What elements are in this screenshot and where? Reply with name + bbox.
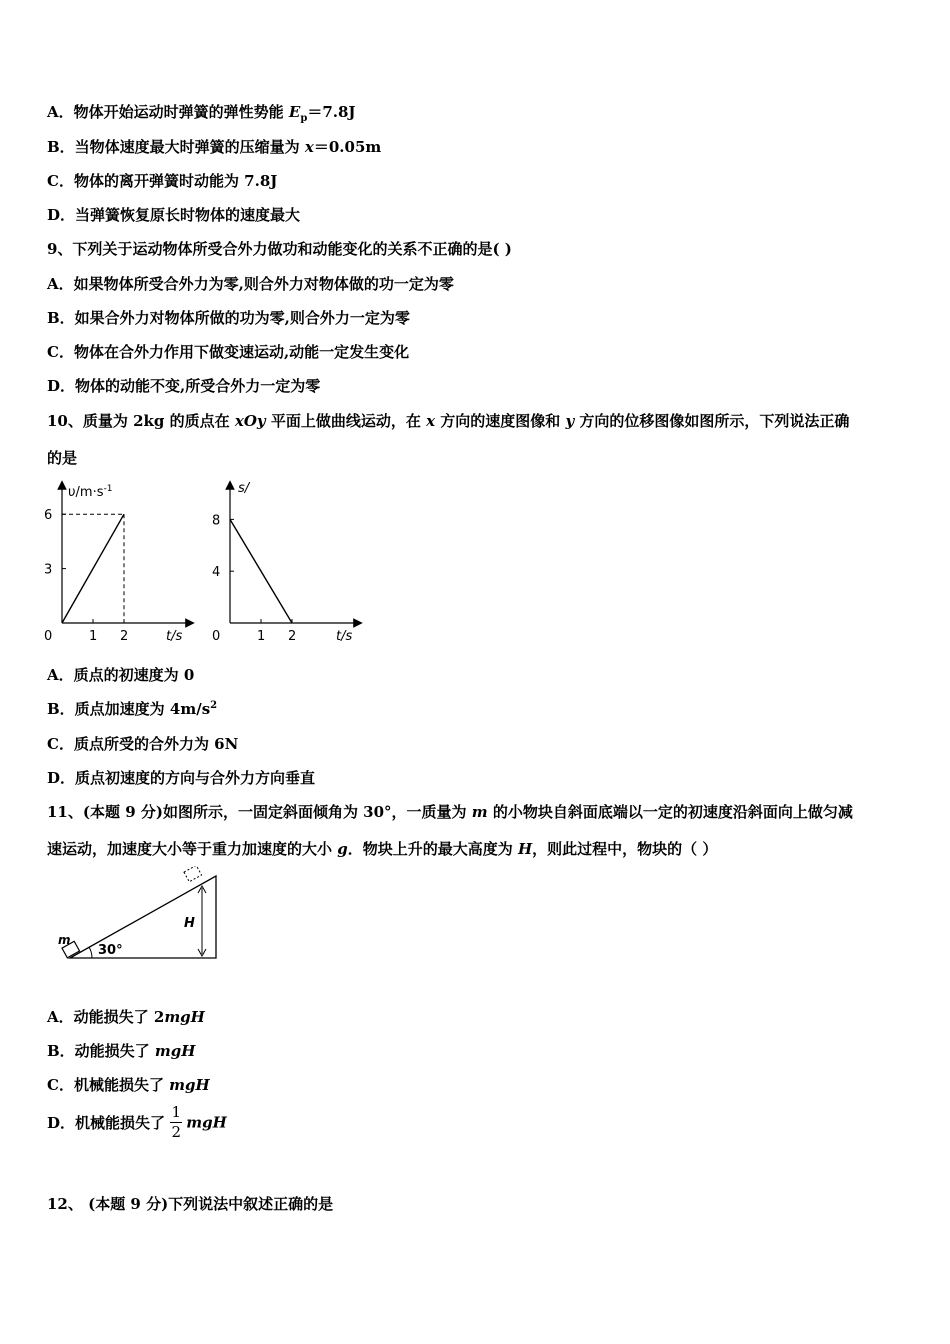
v-graph-xlabel: t/s xyxy=(166,629,183,644)
q8-option-d: D．当弹簧恢复原长时物体的速度最大 xyxy=(47,206,301,224)
v-graph-series-line xyxy=(62,514,124,623)
incline-figure xyxy=(52,866,227,970)
q9-stem: 9、下列关于运动物体所受合外力做功和动能变化的关系不正确的是( ) xyxy=(47,240,512,258)
q10-option-c: C．质点所受的合外力为 6N xyxy=(47,735,239,753)
q11-option-c: C．机械能损失了 mgH xyxy=(47,1076,210,1094)
mass-label: m xyxy=(58,933,71,947)
velocity-time-graph xyxy=(40,475,200,650)
s-graph-series-line xyxy=(230,519,292,623)
q10-option-d: D．质点初速度的方向与合外力方向垂直 xyxy=(47,769,316,787)
s-graph-ytick-8: 8 xyxy=(212,513,221,529)
fraction-one-half: $\frac{1}{2}$ xyxy=(171,1103,182,1141)
displacement-time-graph xyxy=(208,475,368,650)
block-top xyxy=(184,866,202,882)
angle-arc xyxy=(89,947,92,958)
q10-option-b: B．质点加速度为 $4m/s^2$ xyxy=(47,700,218,718)
q9-option-c: C．物体在合外力作用下做变速运动,动能一定发生变化 xyxy=(47,343,410,361)
q10-option-a: A．质点的初速度为 0 xyxy=(47,666,195,684)
q11-stem: 11、(本题 9 分)如图所示，一固定斜面倾角为 30°，一质量为 m 的小物块自斜面底端以一定的初速度沿斜面向上做匀减 xyxy=(47,803,853,821)
s-graph-xtick-1: 1 xyxy=(257,629,266,644)
s-graph-xlabel: t/s xyxy=(336,629,353,644)
q12-stem: 12、 (本题 9 分)下列说法中叙述正确的是 xyxy=(47,1195,334,1213)
q10-stem: 10、质量为 2kg 的质点在 xOy 平面上做曲线运动，在 x 方向的速度图像和 y 方向的位移图像如图所示，下列说法正确 xyxy=(47,412,850,430)
v-graph-xtick-0: 0 xyxy=(44,629,53,644)
s-graph-ytick-4: 4 xyxy=(212,565,221,581)
q8-option-c: C．物体的离开弹簧时动能为 7.8J xyxy=(47,172,278,190)
s-graph-xtick-0: 0 xyxy=(212,629,221,644)
q10-stem-cont: 的是 xyxy=(47,449,78,467)
s-graph-ylabel: s/ xyxy=(238,481,250,496)
q11-stem-cont: 速运动，加速度大小等于重力加速度的大小 g．物块上升的最大高度为 H，则此过程中，物块的（ ） xyxy=(47,840,718,858)
height-label: H xyxy=(184,916,195,931)
q8-option-a: A．物体开始运动时弹簧的弹性势能 $E_p=7.8J$ xyxy=(47,103,356,124)
q9-option-d: D．物体的动能不变,所受合外力一定为零 xyxy=(47,377,321,395)
v-graph-xtick-1: 1 xyxy=(89,629,98,644)
q8-option-b: B．当物体速度最大时弹簧的压缩量为 x＝0.05m xyxy=(47,138,382,156)
q11-option-b: B．动能损失了 mgH xyxy=(47,1042,196,1060)
angle-label: 30° xyxy=(98,943,123,958)
v-graph-xtick-2: 2 xyxy=(120,629,129,644)
v-graph-ytick-6: 6 xyxy=(44,508,53,524)
q9-option-a: A．如果物体所受合外力为零,则合外力对物体做的功一定为零 xyxy=(47,275,454,293)
q11-option-a: A．动能损失了 2mgH xyxy=(47,1008,205,1026)
q9-option-b: B．如果合外力对物体所做的功为零,则合外力一定为零 xyxy=(47,309,410,327)
v-graph-ylabel: $\upsilon/m\cdot s^{-1}$ xyxy=(68,484,113,500)
q11-option-d: D．机械能损失了 $\frac{1}{2}$ mgH xyxy=(47,1103,227,1141)
s-graph-xtick-2: 2 xyxy=(288,629,297,644)
v-graph-ytick-3: 3 xyxy=(44,562,53,578)
